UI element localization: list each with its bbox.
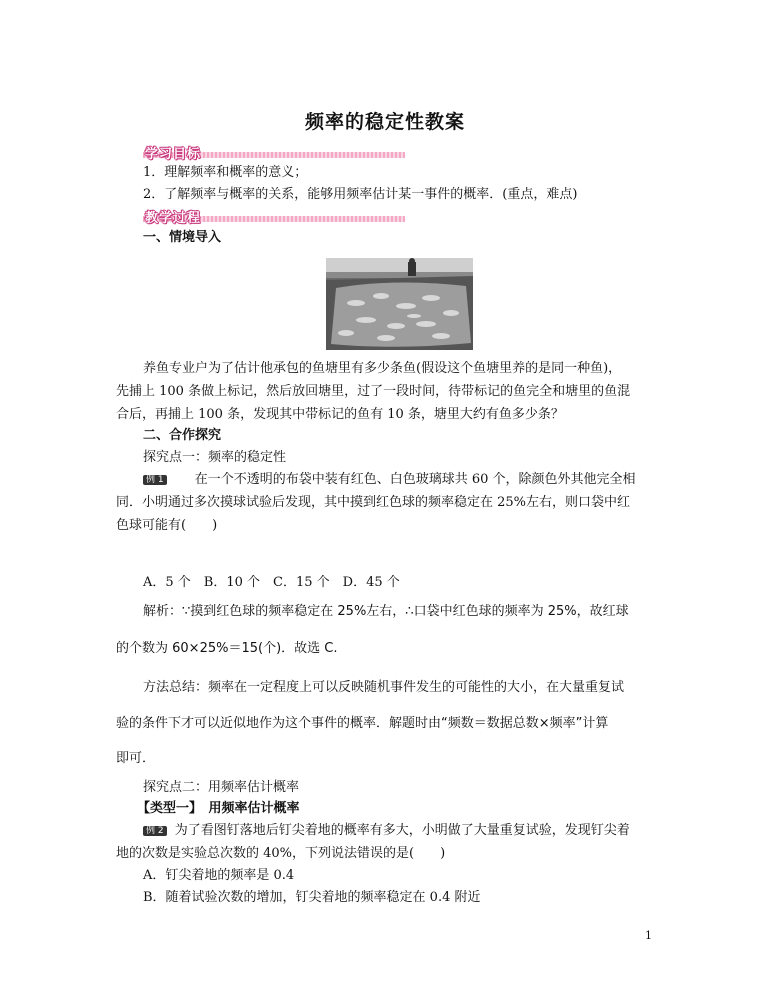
- method-summary-line-1: 方法总结：频率在一定程度上可以反映随机事件发生的可能性的大小，在大量重复试: [143, 680, 625, 695]
- example-badge: 例 1: [143, 475, 167, 485]
- page-number: 1: [645, 929, 652, 942]
- example-2-line-1: [143, 823, 630, 839]
- example-1-text: 在一个不透明的布袋中装有红色、白色玻璃球共 60 个，除颜色外其他完全相: [194, 472, 636, 487]
- example-1-line-3: 色球可能有( ): [116, 518, 218, 533]
- example-2-line-2: 地的次数是实验总次数的 40%，下列说法错误的是( ): [116, 846, 446, 861]
- type-1-heading: 【类型一】 用频率估计概率: [137, 801, 300, 816]
- example-1-options: A．5 个 B．10 个 C．15 个 D．45 个: [143, 575, 400, 590]
- fish-pond-photo: [326, 258, 473, 350]
- goal-1: 1．理解频率和概率的意义；: [143, 165, 308, 180]
- example-2-option-b: B．随着试验次数的增加，钉尖着地的频率稳定在 0.4 附近: [143, 890, 481, 905]
- example-1-line-2: 同．小明通过多次摸球试验后发现，其中摸到红色球的频率稳定在 25%左右，则口袋中红: [116, 495, 631, 510]
- page-title: 频率的稳定性教案: [304, 111, 465, 133]
- goal-2: 2．了解频率与概率的关系，能够用频率估计某一事件的概率．(重点，难点): [143, 187, 578, 202]
- intro-line-1: 养鱼专业户为了估计他承包的鱼塘里有多少条鱼(假设这个鱼塘里养的是同一种鱼)，: [143, 361, 622, 376]
- analysis-line-1: 解析：∵摸到红色球的频率稳定在 25%左右，∴口袋中红色球的频率为 25%，故红球: [143, 604, 629, 619]
- banner-label: 学习目标: [145, 147, 202, 162]
- analysis-line-2: 的个数为 60×25%＝15(个)．故选 C.: [116, 641, 338, 656]
- explore-point-1: 探究点一：频率的稳定性: [143, 450, 287, 465]
- teaching-process-banner: [143, 209, 405, 225]
- example-1-line-1: [143, 472, 636, 488]
- example-2-option-a: A．钉尖着地的频率是 0.4: [143, 868, 295, 883]
- intro-line-3: 合后，再捕上 100 条，发现其中带标记的鱼有 10 条，塘里大约有鱼多少条？: [116, 407, 564, 422]
- banner-label: 教学过程: [145, 211, 202, 226]
- intro-line-2: 先捕上 100 条做上标记，然后放回塘里，过了一段时间，待带标记的鱼完全和塘里的鱼混: [116, 384, 631, 399]
- explore-point-2: 探究点二：用频率估计概率: [143, 780, 300, 795]
- example-2-text: 为了看图钉落地后钉尖着地的概率有多大，小明做了大量重复试验，发现钉尖着: [174, 823, 630, 838]
- method-summary-line-3: 即可．: [116, 751, 156, 766]
- section-heading-explore: 二、合作探究: [143, 428, 222, 443]
- section-heading-intro: 一、情境导入: [143, 230, 222, 245]
- fish-pond-illustration: [326, 258, 473, 350]
- example-badge: 例 2: [143, 826, 167, 836]
- method-summary-line-2: 验的条件下才可以近似地作为这个事件的概率．解题时由“频数＝数据总数×频率”计算: [116, 716, 609, 731]
- learning-goals-banner: [143, 145, 405, 161]
